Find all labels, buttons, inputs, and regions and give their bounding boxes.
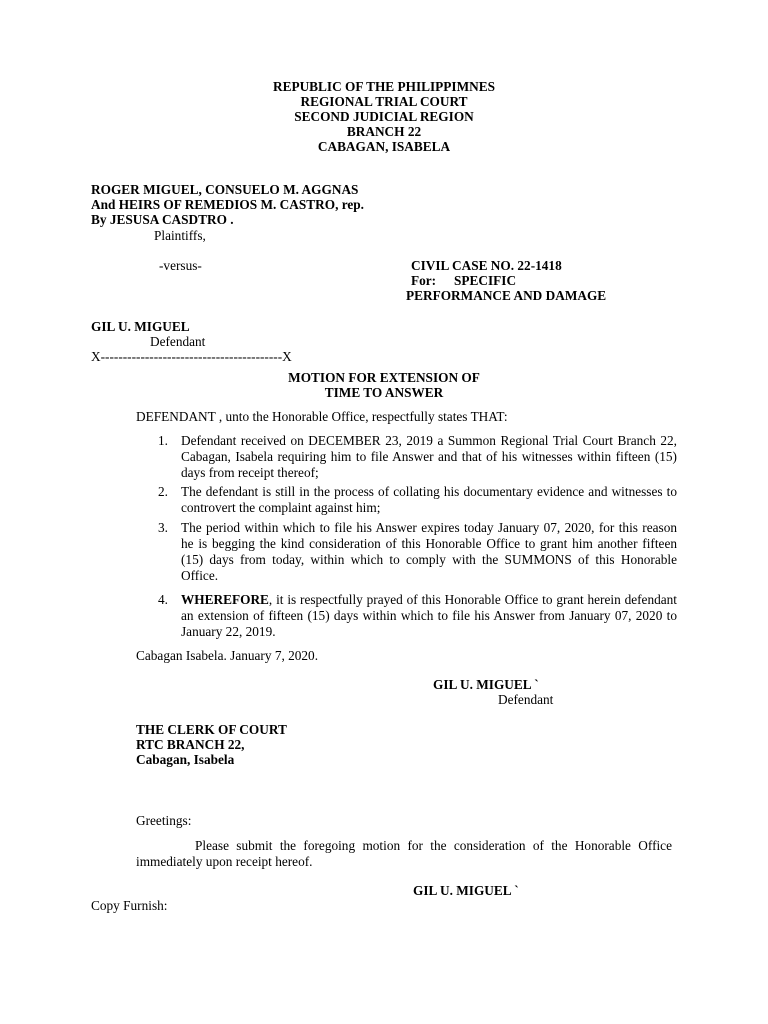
item-4-number: 4. — [158, 592, 168, 607]
caption-separator: X-----------------------------------------X — [91, 349, 292, 364]
case-for-line-2: PERFORMANCE AND DAMAGE — [406, 288, 607, 303]
versus-text: -versus- — [159, 258, 202, 273]
signature-2-name: GIL U. MIGUEL ` — [413, 883, 519, 898]
intro-statement: DEFENDANT , unto the Honorable Office, respectfully states THAT: — [136, 409, 508, 424]
item-4-body: , it is respectfully prayed of this Honorable Office to grant herein defendant an extension of fifteen (15) days within which to file his Answer from January 07, 2020 to January 22, 2019. — [181, 592, 677, 639]
plaintiffs-line-2: And HEIRS OF REMEDIOS M. CASTRO, rep. — [91, 197, 364, 212]
addressee-line-1: THE CLERK OF COURT — [136, 722, 287, 737]
item-4-text — [181, 592, 677, 640]
court-header-republic: REPUBLIC OF THE PHILIPPIMNES — [272, 79, 495, 94]
addressee-line-2: RTC BRANCH 22, — [136, 737, 245, 752]
addressee-line-3: Cabagan, Isabela — [136, 752, 235, 767]
item-1-number: 1. — [158, 433, 168, 448]
item-3-text: The period within which to file his Answer expires today January 07, 2020, for this reason he is begging the kind consideration of this Honorable Office to grant him another fifteen (15) days from today, within which to comply with the SUMMONS of this Honorable Office. — [181, 520, 677, 583]
item-2-number: 2. — [158, 484, 168, 499]
plaintiffs-line-1: ROGER MIGUEL, CONSUELO M. AGGNAS — [91, 182, 359, 197]
case-for-label: For: — [411, 273, 437, 288]
motion-title-line-2: TIME TO ANSWER — [324, 385, 444, 400]
signature-name: GIL U. MIGUEL ` — [433, 677, 539, 692]
plaintiffs-line-3: By JESUSA CASDTRO . — [91, 212, 234, 227]
item-2-text: The defendant is still in the process of collating his documentary evidence and witnesses to controvert the complaint against him; — [181, 484, 677, 515]
item-1-text: Defendant received on DECEMBER 23, 2019 a Summon Regional Trial Court Branch 22, Cabagan, Isabela requiring him to file Answer and that of his witnesses within fifteen (15) days from receipt thereof; — [181, 433, 677, 480]
request-paragraph: Please submit the foregoing motion for the consideration of the Honorable Office immediately upon receipt hereof. — [136, 838, 672, 869]
plaintiffs-label: Plaintiffs, — [154, 228, 206, 243]
copy-furnish-label: Copy Furnish: — [91, 898, 168, 913]
court-header-region: SECOND JUDICIAL REGION — [294, 109, 474, 124]
defendant-name: GIL U. MIGUEL — [91, 319, 190, 334]
case-number: CIVIL CASE NO. 22-1418 — [411, 258, 562, 273]
defendant-label: Defendant — [150, 334, 206, 349]
motion-title-line-1: MOTION FOR EXTENSION OF — [288, 370, 480, 385]
greetings: Greetings: — [136, 813, 192, 828]
place-date: Cabagan Isabela. January 7, 2020. — [136, 648, 319, 663]
wherefore-keyword: WHEREFORE — [181, 592, 269, 607]
item-3-number: 3. — [158, 520, 168, 535]
court-header-rtc: REGIONAL TRIAL COURT — [300, 94, 468, 109]
court-header-branch: BRANCH 22 — [346, 124, 422, 139]
signature-label: Defendant — [498, 692, 554, 707]
court-header-city: CABAGAN, ISABELA — [317, 139, 451, 154]
case-for-value: SPECIFIC — [454, 273, 517, 288]
